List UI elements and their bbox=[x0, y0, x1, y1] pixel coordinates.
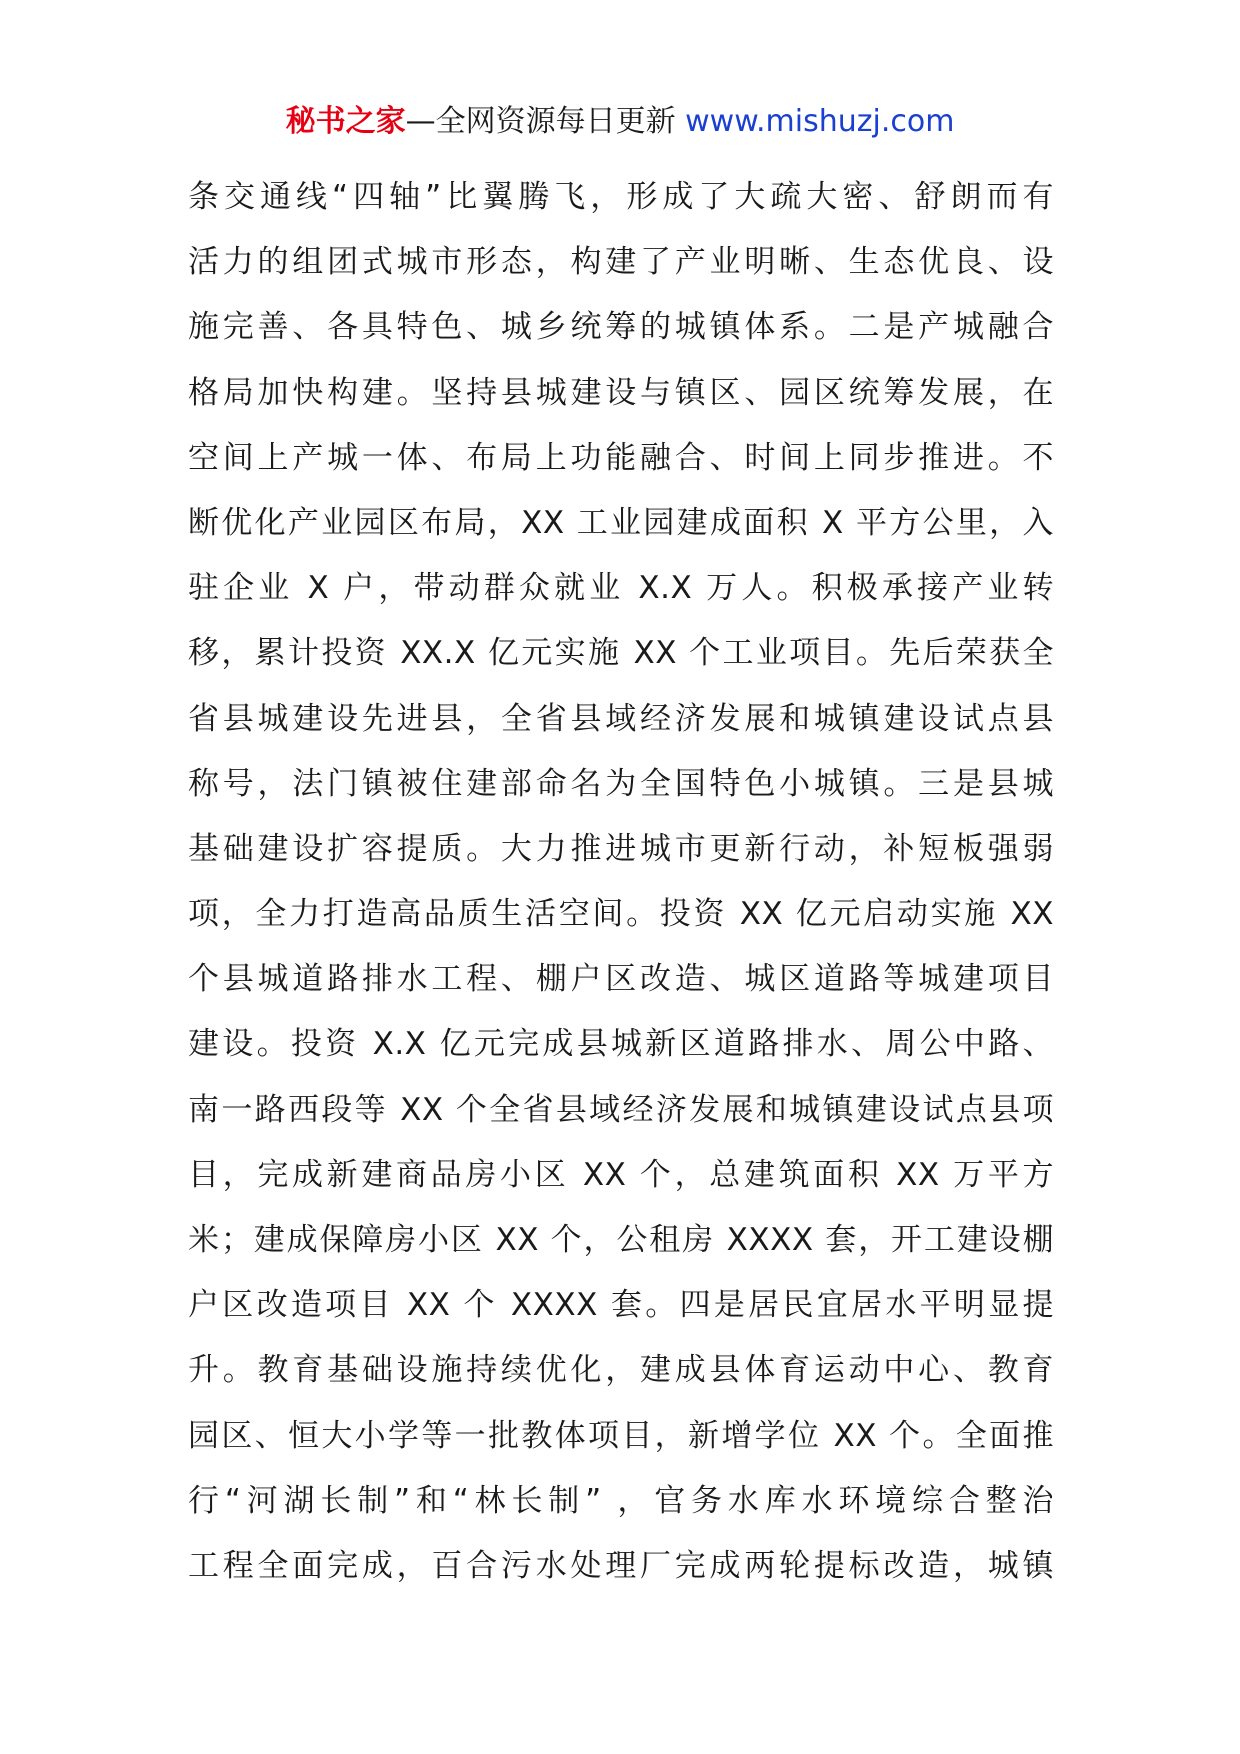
body-paragraph bbox=[188, 165, 1054, 1599]
text-line: 基础建设扩容提质。大力推进城市更新行动，补短板强弱 bbox=[188, 830, 1054, 867]
text-line: 园区、恒大小学等一批教体项目，新增学位 XX 个。全面推 bbox=[188, 1417, 1054, 1454]
text-line: 行“河湖长制”和“林长制” ，官务水库水环境综合整治 bbox=[188, 1482, 1054, 1519]
header-slogan: —全网资源每日更新 bbox=[405, 104, 676, 139]
text-line: 米；建成保障房小区 XX 个，公租房 XXXX 套，开工建设棚 bbox=[188, 1222, 1054, 1258]
text-line: 工程全面完成，百合污水处理厂完成两轮提标改造，城镇 bbox=[188, 1547, 1054, 1584]
text-line: 个县城道路排水工程、棚户区改造、城区道路等城建项目 bbox=[188, 961, 1054, 998]
header-url-link[interactable]: www.mishuzj.com bbox=[685, 104, 955, 139]
text-line: 目，完成新建商品房小区 XX 个，总建筑面积 XX 万平方 bbox=[188, 1156, 1054, 1193]
text-line: 驻企业 X 户，带动群众就业 X.X 万人。积极承接产业转 bbox=[188, 570, 1054, 607]
text-line: 条交通线“四轴”比翼腾飞，形成了大疏大密、舒朗而有 bbox=[188, 179, 1054, 215]
text-line: 称号，法门镇被住建部命名为全国特色小城镇。三是县城 bbox=[188, 765, 1054, 802]
text-line: 断优化产业园区布局，XX 工业园建成面积 X 平方公里，入 bbox=[188, 504, 1054, 541]
text-line: 省县城建设先进县，全省县域经济发展和城镇建设试点县 bbox=[188, 700, 1054, 737]
text-line: 南一路西段等 XX 个全省县域经济发展和城镇建设试点县项 bbox=[188, 1091, 1054, 1128]
text-line: 升。教育基础设施持续优化，建成县体育运动中心、教育 bbox=[188, 1352, 1054, 1389]
text-line: 活力的组团式城市形态，构建了产业明晰、生态优良、设 bbox=[188, 244, 1054, 281]
text-line: 项，全力打造高品质生活空间。投资 XX 亿元启动实施 XX bbox=[188, 896, 1054, 933]
page-header bbox=[0, 102, 1240, 142]
text-line: 户区改造项目 XX 个 XXXX 套。四是居民宜居水平明显提 bbox=[188, 1287, 1054, 1324]
text-line: 格局加快构建。坚持县城建设与镇区、园区统筹发展，在 bbox=[188, 374, 1054, 411]
header-brand: 秘书之家 bbox=[285, 104, 406, 139]
text-line: 空间上产城一体、布局上功能融合、时间上同步推进。不 bbox=[188, 439, 1054, 476]
text-line: 移，累计投资 XX.X 亿元实施 XX 个工业项目。先后荣获全 bbox=[188, 635, 1054, 672]
text-line: 建设。投资 X.X 亿元完成县城新区道路排水、周公中路、 bbox=[188, 1026, 1054, 1063]
text-line: 施完善、各具特色、城乡统筹的城镇体系。二是产城融合 bbox=[188, 309, 1054, 346]
